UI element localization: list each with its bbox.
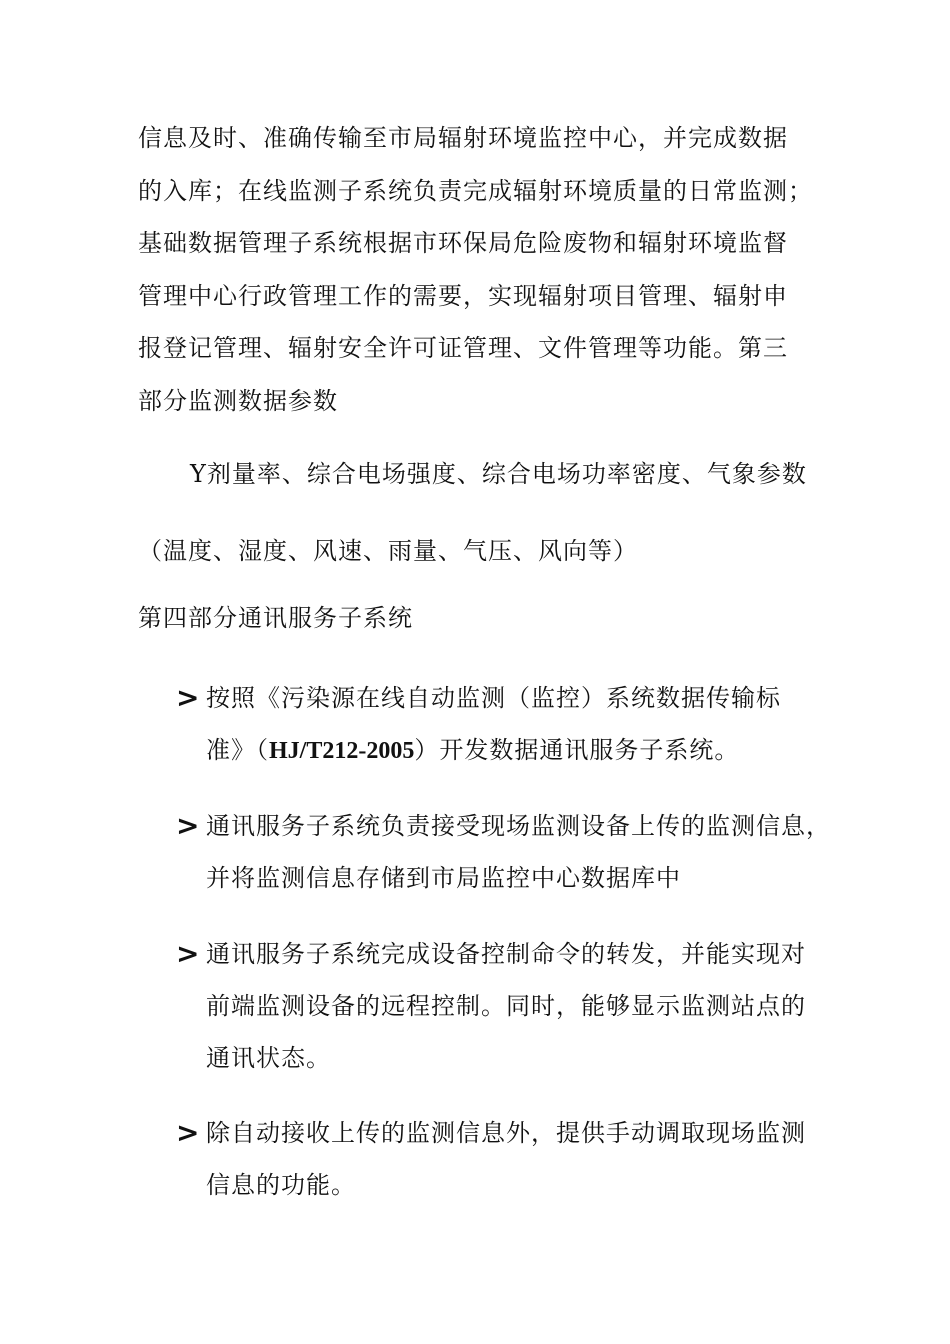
bullet-line: [206, 724, 846, 777]
bullet-text: [206, 672, 846, 777]
bullet-text: [206, 928, 846, 1084]
paragraph-line: 信息及时、准确传输至市局辐射环境监控中心，并完成数据: [138, 124, 788, 152]
standard-code: HJ/T212-2005: [269, 738, 415, 764]
chevron-right-icon: >: [176, 937, 200, 970]
chevron-right-icon: >: [176, 1116, 200, 1149]
paragraph-line: 基础数据管理子系统根据市环保局危险废物和辐射环境监督: [138, 229, 788, 257]
bullet-text: [206, 800, 846, 904]
bullet-line: 信息的功能。: [206, 1171, 356, 1199]
chevron-right-icon: >: [176, 809, 200, 842]
bullet-line: 通讯状态。: [206, 1044, 331, 1072]
bullet-line: 并将监测信息存储到市局监控中心数据库中: [206, 864, 681, 892]
paragraph-line: 管理中心行政管理工作的需要，实现辐射项目管理、辐射申: [138, 281, 788, 310]
bullet-line: 除自动接收上传的监测信息外，提供手动调取现场监测: [206, 1119, 806, 1147]
weather-params-line: （温度、湿度、风速、雨量、气压、风向等）: [138, 537, 638, 565]
chevron-right-icon: >: [176, 681, 200, 714]
monitoring-params-line: Y剂量率、综合电场强度、综合电场功率密度、气象参数: [190, 460, 807, 488]
intro-paragraph: [138, 112, 838, 427]
paragraph-line: 的入库；在线监测子系统负责完成辐射环境质量的日常监测；: [138, 176, 813, 205]
bullet-text: [206, 1107, 846, 1211]
bullet-line: 通讯服务子系统完成设备控制命令的转发，并能实现对: [206, 940, 806, 968]
bullet-line: 按照《污染源在线自动监测（监控）系统数据传输标: [206, 684, 781, 712]
text-run: 准》（: [206, 736, 269, 764]
bullet-line: 前端监测设备的远程控制。同时，能够显示监测站点的: [206, 992, 806, 1020]
paragraph-line: 部分监测数据参数: [138, 386, 338, 415]
bullet-line: 通讯服务子系统负责接受现场监测设备上传的监测信息，: [206, 812, 831, 840]
text-run: ）开发数据通讯服务子系统。: [414, 736, 740, 764]
section-heading: 第四部分通讯服务子系统: [138, 604, 413, 632]
paragraph-line: 报登记管理、辐射安全许可证管理、文件管理等功能。第三: [138, 334, 788, 362]
